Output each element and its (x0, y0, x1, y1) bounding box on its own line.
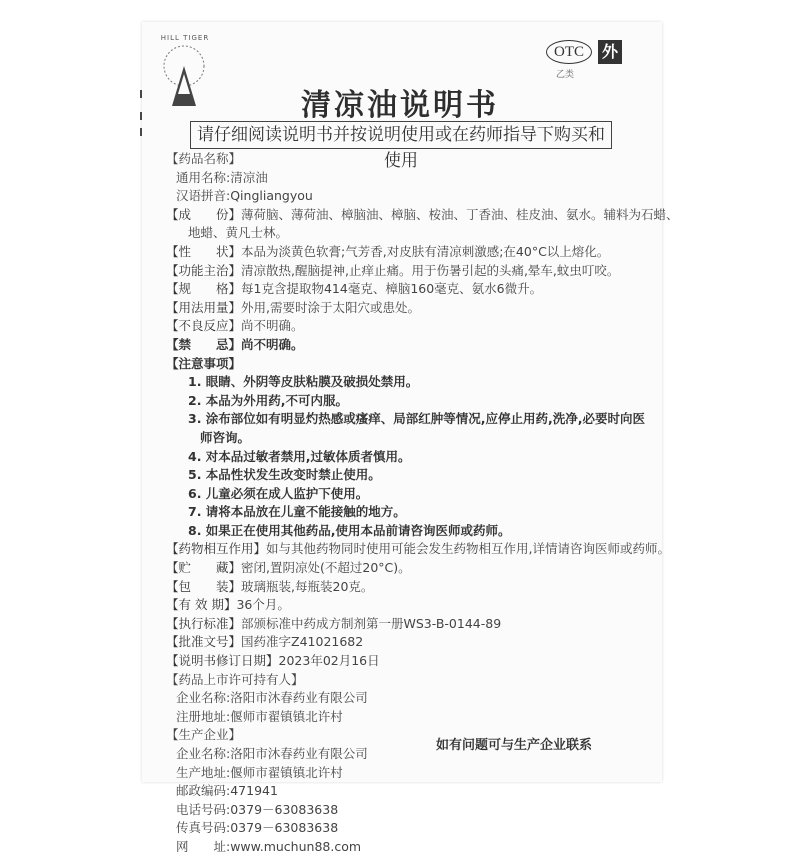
specs-text: 每1克含提取物414毫克、樟脑160毫克、氨水6微升。 (241, 281, 543, 297)
usage-label: 【用法用量】 (166, 299, 242, 315)
validity-row (166, 596, 626, 615)
contraindications-label: 【禁 忌】 (166, 336, 242, 352)
pinyin-name: 汉语拼音:Qingliangyou (176, 188, 313, 204)
precautions-label: 【注意事项】 (166, 355, 242, 371)
packaging-text: 玻璃瓶装,每瓶装20克。 (241, 578, 374, 594)
manufacturer-label: 【生产企业】 (166, 727, 242, 743)
precaution-item: 5. 本品性状发生改变时禁止使用。 (188, 467, 381, 483)
otc-badge (546, 40, 592, 80)
standard-text: 部颁标准中药成方制剂第一册WS3-B-0144-89 (241, 615, 502, 631)
standard-label: 【执行标准】 (166, 615, 242, 631)
brand-logo-icon (158, 36, 210, 110)
precaution-item: 3. 涂布部位如有明显灼热感或瘙痒、局部红肿等情况,应停止用药,洗净,必要时向医 (188, 411, 646, 427)
approval-row (166, 633, 626, 652)
indications-row (166, 262, 626, 281)
adverse-text: 尚不明确。 (241, 318, 304, 334)
mah-label: 【药品上市许可持有人】 (166, 671, 304, 687)
manufacturer-phone: 电话号码:0379－63083638 (176, 801, 339, 817)
specs-label: 【规 格】 (166, 281, 242, 297)
indications-label: 【功能主治】 (166, 262, 242, 278)
warning-banner: 请仔细阅读说明书并按说明使用或在药师指导下购买和使用 (190, 121, 612, 149)
precaution-item: 8. 如果正在使用其他药品,使用本品前请咨询医师或药师。 (188, 522, 511, 538)
interactions-text: 如与其他药物同时使用可能会发生药物相互作用,详情请咨询医师或药师。 (266, 541, 670, 557)
storage-label: 【贮 藏】 (166, 560, 242, 576)
interactions-row (166, 540, 670, 559)
approval-label: 【批准文号】 (166, 634, 242, 650)
packaging-row (166, 578, 626, 597)
precaution-item: 7. 请将本品放在儿童不能接触的地方。 (188, 504, 406, 520)
adverse-row (166, 317, 626, 336)
revision-text: 2023年02月16日 (278, 653, 380, 669)
adverse-label: 【不良反应】 (166, 318, 242, 334)
mah-company: 企业名称:洛阳市沐春药业有限公司 (176, 690, 368, 706)
contraindications-row (166, 336, 626, 355)
validity-text: 36个月。 (236, 597, 290, 613)
usage-row (166, 299, 626, 318)
validity-label: 【有 效 期】 (166, 597, 237, 613)
precaution-item-cont: 师咨询。 (200, 429, 251, 445)
revision-row (166, 652, 626, 671)
manufacturer-fax: 传真号码:0379－63083638 (176, 820, 339, 836)
precaution-item: 1. 眼睛、外阴等皮肤粘膜及破损处禁用。 (188, 374, 419, 390)
packaging-label: 【包 装】 (166, 578, 242, 594)
precaution-item: 4. 对本品过敏者禁用,过敏体质者慎用。 (188, 448, 411, 464)
manufacturer-company: 企业名称:洛阳市沐春药业有限公司 (176, 746, 368, 761)
usage-text: 外用,需要时涂于太阳穴或患处。 (241, 299, 420, 315)
ingredients-label: 【成 份】 (166, 206, 242, 222)
interactions-label: 【药物相互作用】 (166, 541, 267, 557)
page-title: 清凉油说明书 (301, 88, 499, 123)
otc-class: 乙类 (556, 70, 575, 80)
storage-row (166, 559, 626, 578)
external-use-mark: 外 (598, 40, 622, 64)
properties-label: 【性 状】 (166, 243, 242, 259)
storage-text: 密闭,置阴凉处(不超过20°C)。 (241, 560, 411, 576)
ingredients-text-cont: 地蜡、黄凡士林。 (188, 225, 289, 241)
standard-row (166, 615, 626, 634)
mah-address: 注册地址:偃师市翟镇镇北许村 (176, 708, 343, 724)
indications-text: 清凉散热,醒脑提神,止痒止痛。用于伤暑引起的头痛,晕车,蚊虫叮咬。 (241, 262, 620, 278)
revision-label: 【说明书修订日期】 (166, 653, 279, 669)
footer-contact-note: 如有问题可与生产企业联系 (436, 738, 593, 753)
manufacturer-postcode: 邮政编码:471941 (176, 783, 278, 799)
precaution-item: 2. 本品为外用药,不可内服。 (188, 392, 349, 408)
ingredients-row (166, 206, 679, 225)
logo-text: HILL TIGER (160, 34, 210, 42)
approval-text: 国药准字Z41021682 (241, 634, 364, 650)
drug-name-label: 【药品名称】 (166, 151, 242, 166)
manufacturer-website: 网 址:www.muchun88.com (176, 838, 362, 854)
manufacturer-address: 生产地址:偃师市翟镇镇北许村 (176, 764, 343, 780)
properties-text: 本品为淡黄色软膏;气芳香,对皮肤有清凉刺激感;在40°C以上熔化。 (241, 243, 610, 259)
properties-row (166, 243, 626, 262)
otc-label: OTC (546, 40, 592, 64)
common-name: 通用名称:清凉油 (176, 169, 268, 185)
precaution-item: 6. 儿童必须在成人监护下使用。 (188, 485, 369, 501)
ingredients-text: 薄荷脑、薄荷油、樟脑油、樟脑、桉油、丁香油、桂皮油、氨水。辅料为石蜡、 (241, 206, 679, 222)
specs-row (166, 280, 626, 299)
contraindications-text: 尚不明确。 (241, 336, 304, 352)
